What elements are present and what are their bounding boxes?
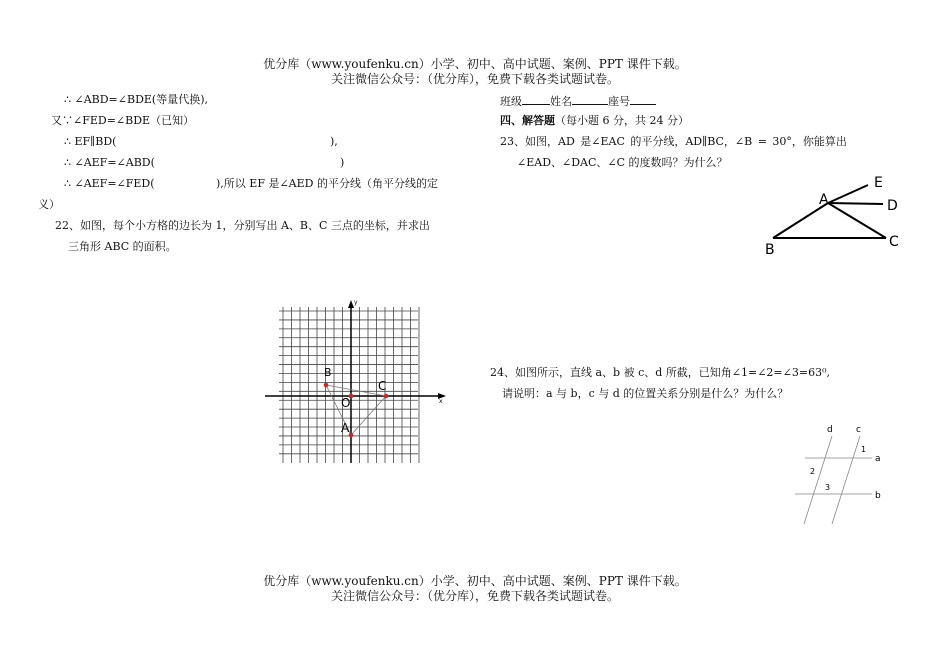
proof-line-3: ∴ EF∥BD(	[64, 135, 117, 148]
label-e: E	[874, 175, 883, 191]
name-field[interactable]	[572, 93, 608, 105]
point-b	[324, 383, 329, 388]
class-field[interactable]	[522, 93, 550, 105]
header-line-2: 关注微信公众号：（优分库），免费下载各类试题试卷。	[330, 72, 619, 86]
proof-line-4-end: )	[340, 156, 345, 169]
label-d: D	[887, 198, 898, 214]
proof-line-6: 义）	[38, 198, 60, 211]
question-24-line-2: 请说明：a 与 b，c 与 d 的位置关系分别是什么？为什么？	[502, 387, 789, 400]
proof-line-1: ∴ ∠ABD=∠BDE(等量代换),	[64, 93, 209, 106]
label-a: a	[875, 454, 881, 464]
line-c	[832, 436, 860, 524]
label-3: 3	[825, 483, 831, 492]
label-b: B	[324, 366, 332, 379]
label-1: 1	[861, 445, 867, 454]
line-ac	[828, 203, 886, 238]
seat-field[interactable]	[630, 93, 656, 105]
label-c: C	[378, 379, 387, 393]
line-d	[804, 436, 832, 524]
label-b: b	[875, 491, 881, 501]
footer-line-2: 关注微信公众号：（优分库），免费下载各类试题试卷。	[330, 589, 619, 603]
proof-line-2: 又∵∠FED=∠BDE（已知）	[51, 114, 195, 127]
header-line-1: 优分库（www.youfenku.cn）小学、初中、高中试题、案例、PPT 课件下载。	[263, 57, 687, 71]
label-a: A	[819, 192, 829, 208]
proof-line-4: ∴ ∠AEF=∠ABD(	[64, 156, 155, 169]
proof-line-5: ∴ ∠AEF=∠FED(	[64, 177, 155, 190]
section-4-heading	[500, 114, 689, 128]
y-axis-label: y	[354, 299, 358, 306]
label-2: 2	[810, 467, 816, 476]
proof-line-5-end: ),所以 EF 是∠AED 的平分线（角平分线的定	[216, 177, 438, 190]
point-c	[384, 394, 389, 399]
question-23-line-2: ∠EAD、∠DAC、∠C 的度数吗？为什么？	[517, 156, 728, 169]
footer-line-1: 优分库（www.youfenku.cn）小学、初中、高中试题、案例、PPT 课件下载。	[263, 574, 687, 588]
label-d: d	[827, 425, 833, 435]
question-22-line-1: 22、如图，每个小方格的边长为 1，分别写出 A、B、C 三点的坐标，并求出	[55, 219, 430, 232]
coordinate-grid-figure	[262, 297, 452, 467]
grid-lines	[279, 307, 419, 463]
figure-23	[760, 172, 920, 262]
label-c: C	[889, 234, 899, 250]
proof-line-3-end: ),	[330, 135, 338, 148]
class-label: 班级	[500, 95, 522, 108]
ray-ae	[828, 185, 868, 203]
seat-label: 座号	[608, 95, 630, 108]
label-o: O	[341, 396, 351, 410]
question-23-line-1: 23、如图，AD 是∠EAC 的平分线，AD∥BC，∠B = 30°，你能算出	[500, 135, 847, 148]
section-4-note: （每小题 6 分，共 24 分）	[555, 114, 689, 127]
point-a	[349, 433, 354, 438]
figure-24	[790, 420, 890, 530]
x-axis-label: x	[439, 398, 443, 405]
section-4-title: 四、解答题	[500, 114, 555, 127]
label-a: A	[341, 421, 350, 435]
question-24-line-1: 24、如图所示，直线 a、b 被 c、d 所截，已知角∠1=∠2=∠3=63⁰,	[490, 366, 830, 379]
question-22-line-2: 三角形 ABC 的面积。	[68, 240, 177, 253]
name-label: 姓名	[550, 95, 572, 108]
ray-ad	[828, 203, 883, 204]
triangle-abc	[326, 385, 386, 435]
label-b: B	[765, 242, 775, 258]
student-info-row	[500, 93, 656, 109]
label-c: c	[856, 425, 861, 435]
line-ba	[773, 203, 828, 238]
